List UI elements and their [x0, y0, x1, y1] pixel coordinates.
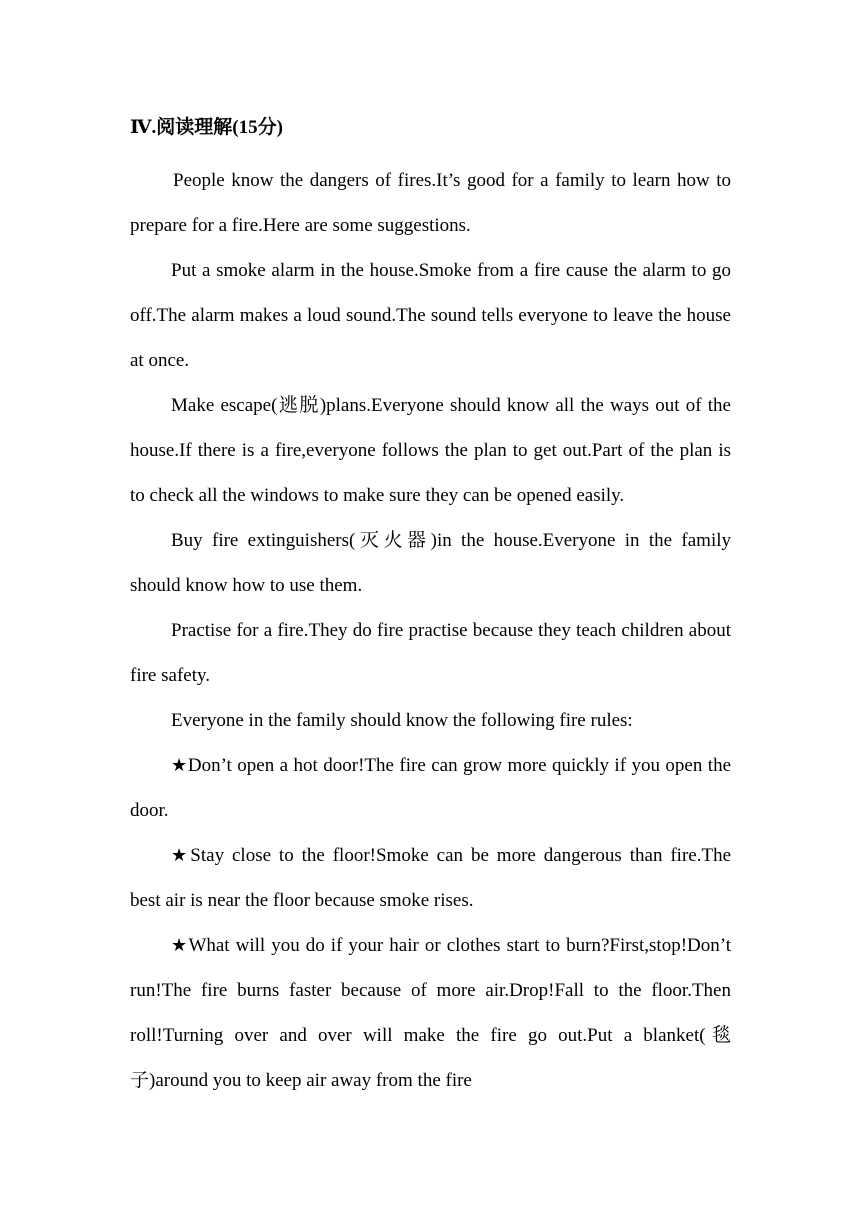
document-body: [130, 113, 731, 1103]
rule-text: Don’t open a hot door!The fire can grow more quickly if you open the door.: [130, 755, 732, 821]
rule-item: [130, 923, 731, 1103]
paragraph-rules-intro: Everyone in the family should know the following fire rules:: [171, 710, 633, 731]
paragraph-escape-plans: Make escape(逃脱)plans.Everyone should know all the ways out of the house.If there is a fire,everyone follows the plan to get out.Part of the plan is to check all the windows to make sure they can be opened easily.: [130, 395, 731, 506]
rule-item: [130, 743, 731, 833]
rule-item: [130, 833, 731, 923]
paragraph-smoke-alarm: Put a smoke alarm in the house.Smoke from a fire cause the alarm to go off.The alarm makes a loud sound.The sound tells everyone to leave the house at once.: [130, 260, 731, 371]
paragraph-fire-extinguishers: Buy fire extinguishers(灭火器)in the house.Everyone in the family should know how to use them.: [130, 530, 731, 596]
star-icon: ★: [171, 935, 189, 956]
section-title: Ⅳ.阅读理解(15分): [130, 117, 283, 138]
paragraph-practise: Practise for a fire.They do fire practise because they teach children about fire safety.: [130, 620, 731, 686]
rule-text: Stay close to the floor!Smoke can be more dangerous than fire.The best air is near the floor because smoke rises.: [130, 845, 731, 911]
star-icon: ★: [171, 755, 188, 776]
rule-text: What will you do if your hair or clothes start to burn?First,stop!Don’t run!The fire burns faster because of more air.Drop!Fall to the floor.Then roll!Turning over and over will make the fire go out.Put a blanket(毯子)around you to keep air away from the fire: [130, 935, 732, 1091]
paragraph-intro: People know the dangers of fires.It’s good for a family to learn how to prepare for a fire.Here are some suggestions.: [130, 170, 731, 236]
star-icon: ★: [171, 845, 191, 866]
